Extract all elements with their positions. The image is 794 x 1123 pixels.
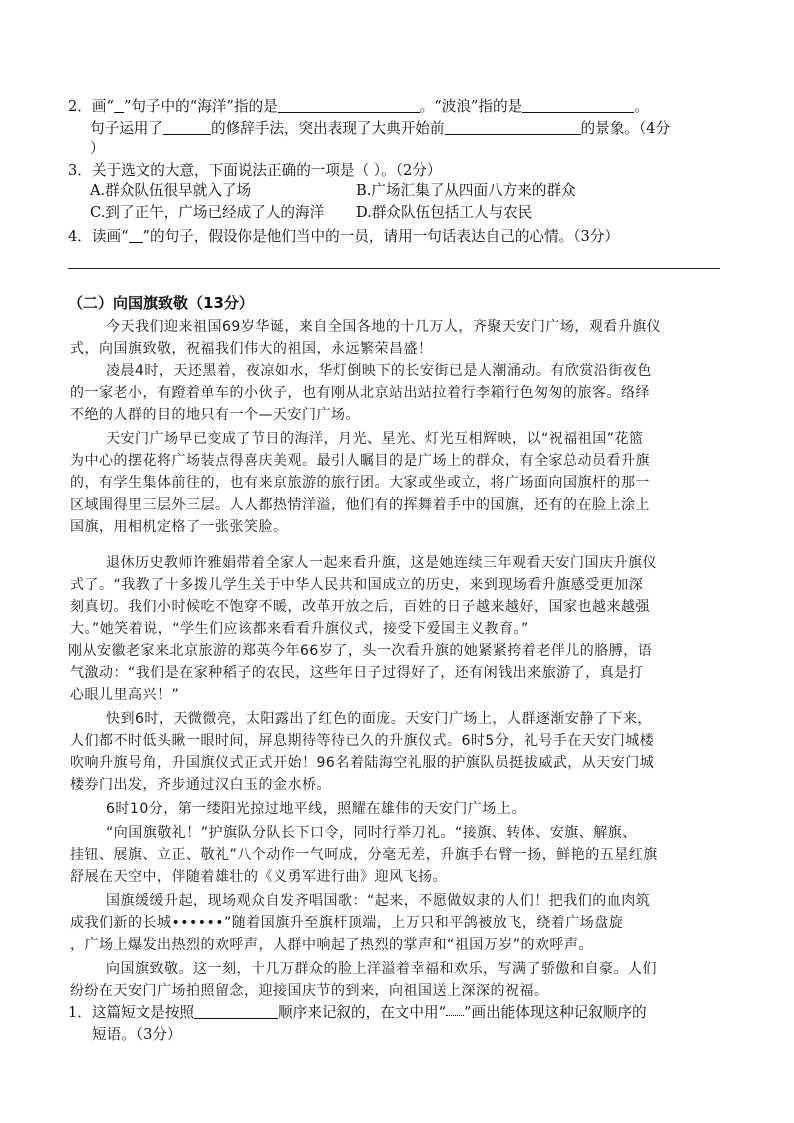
passage-line: 人们都不时低头瞅一眼时间，屏息期待等待已久的升旗仪式。6时5分，礼号手在天安门城楼 xyxy=(70,733,655,749)
section-divider xyxy=(68,268,720,269)
question-3: 3．关于选文的大意，下面说法正确的一项是（ ）。（2分） xyxy=(68,162,442,179)
option-d: D.群众队伍包括工人与农民 xyxy=(356,204,533,221)
section-title: （二）向国旗致敬（13分） xyxy=(68,294,254,312)
answer-blank[interactable] xyxy=(194,1003,278,1019)
passage-line: 不绝的人群的目的地只有一个—天安门广场。 xyxy=(70,407,360,423)
passage-line: 快到6时，天微微亮，太阳露出了红色的面庞。天安门广场上，人群逐渐安静了下来， xyxy=(106,711,652,727)
passage-line: 刻真切。我们小时候吃不饱穿不暖，改革开放之后，百姓的日子越来越好，国家也越来越强 xyxy=(70,599,650,615)
passage-line: 国旗缓缓升起，现场观众自发齐唱国歌：“起来，不愿做奴隶的人们！把我们的血肉筑 xyxy=(106,893,651,909)
question-2-line-1: 2．画“ ”句子中的“海洋”指的是 。“波浪”指的是 。 xyxy=(68,98,649,115)
underline-mark xyxy=(129,227,143,243)
passage-line: 的，有学生集体前往的，也有来京旅游的旅行团。大家或坐或立，将广场面向国旗杆的那一 xyxy=(70,475,650,491)
passage-line: 式了。“我教了十多拨儿学生关于中华人民共和国成立的历史，来到现场看升旗感受更加深 xyxy=(70,577,644,593)
passage-line: 纷纷在天安门广场拍照留念，迎接国庆节的到来，向祖国送上深深的祝福。 xyxy=(70,983,549,999)
passage-line: 天安门广场早已变成了节日的海洋，月光、星光、灯光互相辉映，以“祝福祖国”花篮 xyxy=(106,431,644,447)
passage-line: 气激动：“我们是在家种稻子的农民，这些年日子过得好了，还有闲钱出来旅游了，真是打 xyxy=(70,665,644,681)
question-2-line-3: ） xyxy=(90,140,105,157)
option-c: C.到了正午，广场已经成了人的海洋 xyxy=(90,204,325,221)
passage-line: 式，向国旗致敬，祝福我们伟大的祖国，永远繁荣昌盛！ xyxy=(70,341,433,357)
passage-line: 今天我们迎来祖国69岁华诞，来自全国各地的十几万人，齐聚天安门广场，观看升旗仪 xyxy=(106,319,662,335)
passage-line: 退休历史教师许雅娟带着全家人一起来看升旗，这是她连续三年观看天安门国庆升旗仪 xyxy=(106,555,657,571)
passage-line: 心眼儿里高兴！” xyxy=(70,687,180,703)
question-1-line-2: 短语。（3分） xyxy=(92,1026,182,1043)
option-a: A.群众队伍很早就入了场 xyxy=(90,182,252,199)
option-b: B.广场汇集了从四面八方来的群众 xyxy=(356,182,576,199)
passage-line: 的一家老小，有蹬着单车的小伙子，也有刚从北京站出站拉着行李箱行色匆匆的旅客。络绎 xyxy=(70,385,650,401)
question-2-line-2: 句子运用了 的修辞手法，突出表现了大典开始前 的景象。（4分 xyxy=(90,120,671,137)
passage-line: 国旗，用相机定格了一张张笑脸。 xyxy=(70,519,288,535)
passage-line: 区域围得里三层外三层。人人都热情洋溢，他们有的挥舞着手中的国旗，还有的在脸上涂上 xyxy=(70,497,650,513)
wavy-underline-mark xyxy=(446,1003,464,1016)
passage-line: 刚从安徽老家来北京旅游的郑英今年66岁了，头一次看升旗的她紧紧挎着老伴儿的胳膊，语 xyxy=(68,643,653,659)
answer-blank[interactable] xyxy=(445,119,581,135)
passage-line: 大。”她笑着说，“学生们应该都来看看升旗仪式，接受下爱国主义教育。” xyxy=(70,621,529,637)
passage-line: 楼券门出发，齐步通过汉白玉的金水桥。 xyxy=(70,777,331,793)
underline-mark xyxy=(114,97,124,113)
passage-line: 向国旗致敬。这一刻，十几万群众的脸上洋溢着幸福和欢乐，写满了骄傲和自豪。人们 xyxy=(106,961,657,977)
passage-line: ，广场上爆发出热烈的欢呼声，人群中响起了热烈的掌声和“祖国万岁”的欢呼声。 xyxy=(70,937,594,953)
question-4: 4．读画“ ”的句子，假设你是他们当中的一员，请用一句话表达自己的心情。（3分） xyxy=(68,228,619,245)
answer-blank[interactable] xyxy=(278,97,420,113)
passage-line: 成我们新的长城••••••”随着国旗升至旗杆顶端，上万只和平鸽被放飞，绕着广场盘旋 xyxy=(70,915,624,931)
passage-line: 挂钮、展旗、立正、敬礼”八个动作一气呵成，分毫无差，升旗手右臂一扬，鲜艳的五星红旗 xyxy=(70,847,658,863)
passage-line: 6时10分，第一缕阳光掠过地平线，照耀在雄伟的天安门广场上。 xyxy=(106,801,526,817)
answer-blank[interactable] xyxy=(522,97,634,113)
passage-line: 为中心的摆花将广场装点得喜庆美观。最引人瞩目的是广场上的群众，有全家总动员看升旗 xyxy=(70,453,650,469)
passage-line: 凌晨4时，天还黑着，夜凉如水，华灯倒映下的长安街已是人潮涌动。有欣赏沿街夜色 xyxy=(106,363,652,379)
passage-line: “向国旗敬礼！”护旗队分队长下口令，同时行举刀礼。“接旗、转体、安旗、解旗、 xyxy=(106,825,637,841)
question-1-line-1: 1．这篇短文是按照 顺序来记叙的，在文中用“ ”画出能体现这种记叙顺序的 xyxy=(68,1004,647,1021)
answer-blank[interactable] xyxy=(163,119,211,135)
passage-line: 吹响升旗号角，升国旗仪式正式开始！96名着陆海空礼服的护旗队员挺拔威武，从天安门城 xyxy=(70,755,655,771)
passage-line: 舒展在天空中，伴随着雄壮的《义勇军进行曲》迎风飞扬。 xyxy=(70,869,447,885)
